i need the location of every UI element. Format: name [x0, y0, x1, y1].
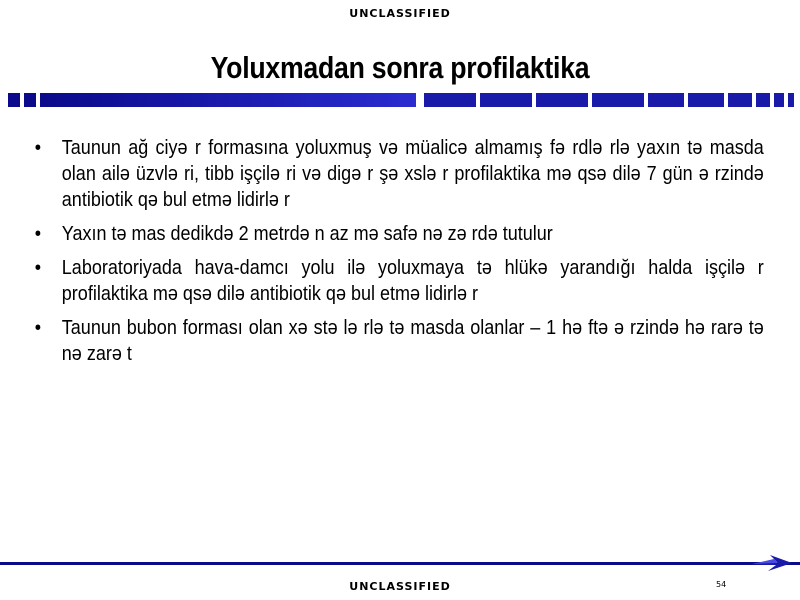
slide-title: Yoluxmadan sonra profilaktika [210, 50, 590, 85]
bullet-item [33, 315, 764, 367]
bullet-marker: • [34, 137, 42, 159]
arrow-logo-icon [748, 553, 794, 573]
bullet-item [33, 221, 764, 247]
footer-divider-line [0, 562, 800, 565]
bullet-item [33, 255, 764, 307]
bullet-marker: • [34, 257, 42, 279]
bullet-text: Taunun ağ ciyə r formasına yoluxmuş və müalicə almamış fə rdlə rlə yaxın tə masda olan ailə üzvlə ri, tibb işçilə ri və digə r şə xslə r profilaktika mə qsə dilə 7 gün ə rzində antibiotik qə bul etmə lidirlə r [61, 137, 764, 211]
title-underline-bar [8, 93, 794, 107]
bullet-item [33, 135, 764, 213]
bullet-text: Laboratoriyada hava-damcı yolu ilə yoluxmaya tə hlükə yarandığı halda işçilə r profilaktika mə qsə dilə antibiotik qə bul etmə lidirlə r [61, 257, 764, 305]
bullet-marker: • [34, 223, 42, 245]
page-number: 54 [716, 580, 727, 589]
bullet-marker: • [34, 317, 42, 339]
bullet-text: Taunun bubon forması olan xə stə lə rlə tə masda olanlar – 1 hə ftə ə rzində hə rarə tə nə zarə t [61, 317, 764, 365]
bullet-list [33, 135, 764, 375]
bullet-text: Yaxın tə mas dedikdə 2 metrdə n az mə safə nə zə rdə tutulur [61, 223, 553, 245]
classification-banner-bottom: UNCLASSIFIED [349, 580, 451, 593]
classification-banner-top: UNCLASSIFIED [349, 7, 451, 20]
